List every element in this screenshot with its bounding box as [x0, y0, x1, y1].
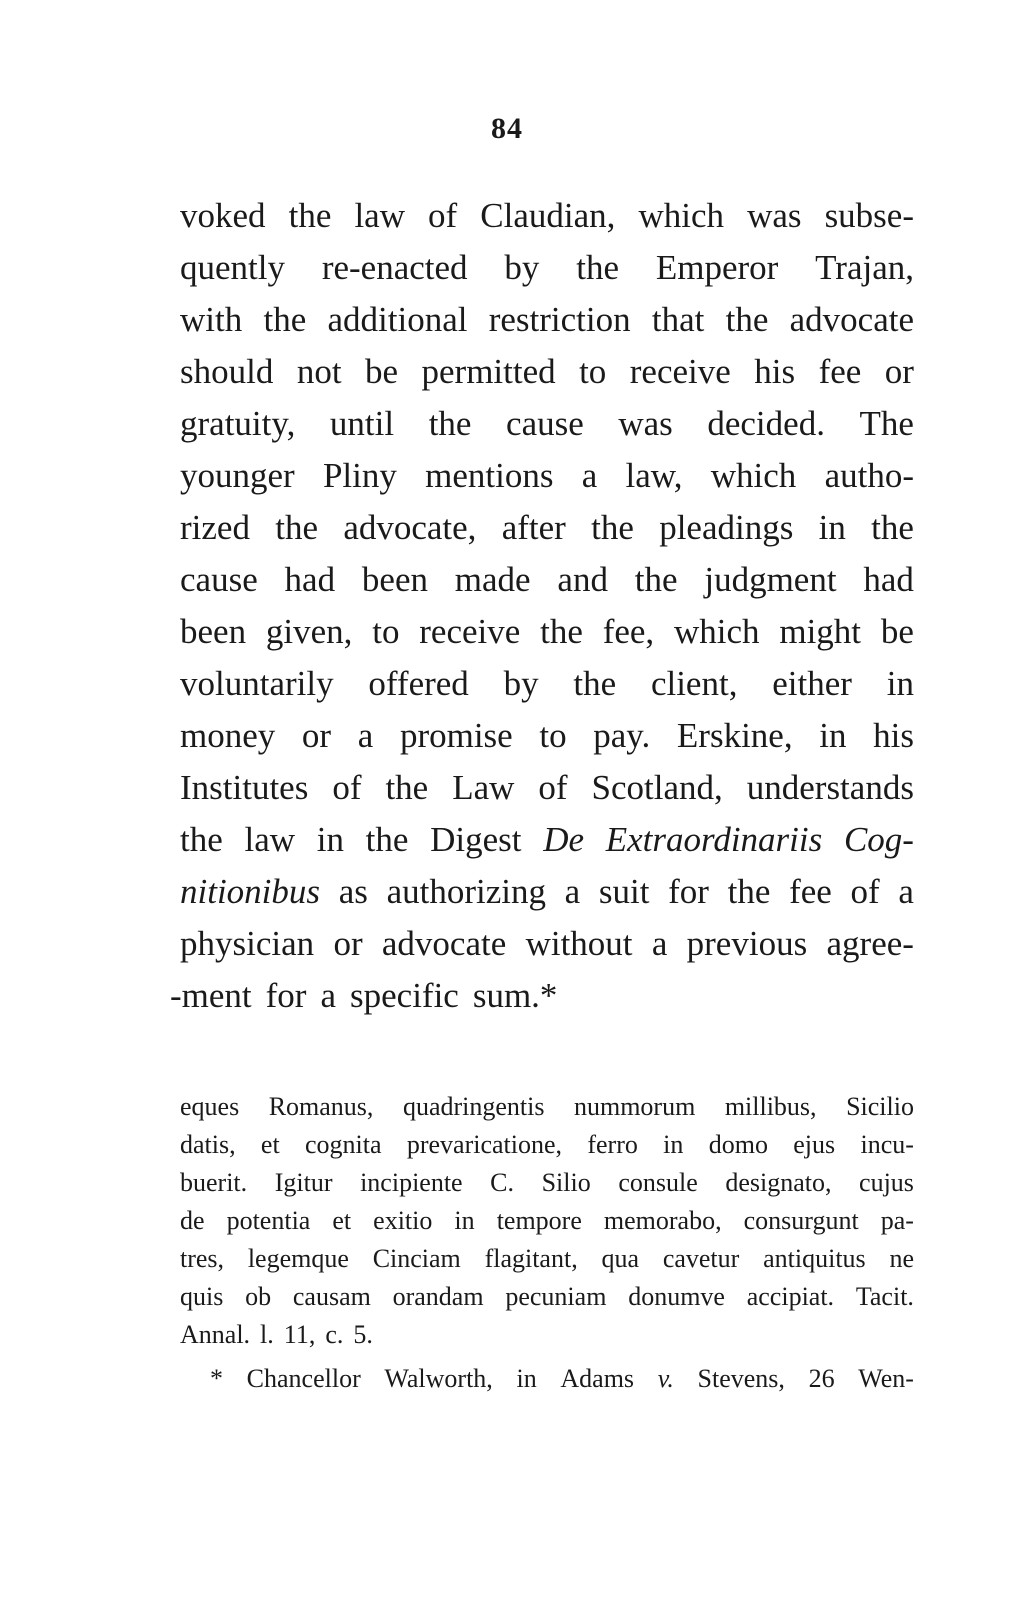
word: the	[275, 508, 319, 547]
text-line	[180, 762, 914, 814]
word: authorizing	[386, 872, 546, 911]
word: Institutes	[180, 768, 309, 807]
word: et	[332, 1206, 352, 1235]
word: legemque	[247, 1244, 349, 1273]
word: for	[668, 872, 709, 911]
word: be	[880, 612, 914, 651]
word: gratuity,	[180, 404, 296, 443]
word: to	[372, 612, 400, 651]
word: fee	[789, 872, 832, 911]
word: consule	[618, 1168, 698, 1197]
word: which	[638, 196, 724, 235]
footnote-line	[180, 1240, 914, 1278]
word: after	[501, 508, 566, 547]
word: c.	[325, 1320, 344, 1349]
word: datis,	[180, 1130, 236, 1159]
text-line	[170, 970, 914, 1022]
word: quadringentis	[402, 1092, 545, 1121]
word: Adams	[560, 1364, 635, 1393]
word: the	[263, 300, 307, 339]
word: quently	[180, 248, 285, 287]
word: of	[850, 872, 880, 911]
footnote-line	[180, 1278, 914, 1316]
word: tempore	[496, 1206, 582, 1235]
word: Chancellor	[246, 1364, 361, 1393]
word: the	[576, 248, 619, 287]
word: Tacit.	[855, 1282, 914, 1311]
text-line	[180, 190, 914, 242]
word: Claudian,	[480, 196, 616, 235]
word: Igitur	[274, 1168, 333, 1197]
word: Cinciam	[372, 1244, 461, 1273]
word: was	[747, 196, 802, 235]
word: buerit.	[180, 1168, 248, 1197]
word: law	[354, 196, 405, 235]
text-line	[180, 866, 914, 918]
word: mentions	[425, 456, 554, 495]
word: Emperor	[655, 248, 779, 287]
word: cause	[180, 560, 258, 599]
word: orandam	[392, 1282, 484, 1311]
word: ob	[245, 1282, 272, 1311]
word: had	[284, 560, 336, 599]
italic-title-word: De	[543, 820, 585, 859]
word: or	[333, 924, 363, 963]
word: in	[516, 1364, 537, 1393]
word: promise	[399, 716, 513, 755]
word: given,	[265, 612, 353, 651]
word: de	[180, 1206, 205, 1235]
text-line	[180, 710, 914, 762]
text-line	[180, 398, 914, 450]
word: pa-	[880, 1206, 914, 1235]
word: the	[727, 872, 771, 911]
word: of	[428, 196, 458, 235]
word: Erskine,	[676, 716, 793, 755]
word: accipiat.	[746, 1282, 835, 1311]
word: until	[329, 404, 395, 443]
word: his	[754, 352, 796, 391]
word: 26	[808, 1364, 835, 1393]
word: without	[525, 924, 633, 963]
word: in	[819, 716, 847, 755]
word: offered	[368, 664, 469, 703]
word: flagitant,	[484, 1244, 578, 1273]
footnote-line	[180, 1316, 914, 1354]
word: the	[540, 612, 583, 651]
word: a	[357, 716, 374, 755]
word: should	[180, 352, 274, 391]
word: Scotland,	[591, 768, 723, 807]
word: agree-	[826, 924, 914, 963]
word: the	[591, 508, 634, 547]
word: to	[539, 716, 567, 755]
word: antiquitus	[763, 1244, 866, 1273]
text-line	[180, 814, 914, 866]
footnotes	[180, 1088, 914, 1398]
word: ejus	[793, 1130, 836, 1159]
word: pleadings	[659, 508, 794, 547]
word: *	[210, 1364, 223, 1393]
word: advocate,	[343, 508, 477, 547]
word: client,	[650, 664, 738, 703]
word: a	[564, 872, 581, 911]
word: ferro	[587, 1130, 638, 1159]
word: younger	[180, 456, 295, 495]
word: cujus	[859, 1168, 914, 1197]
word: made	[454, 560, 531, 599]
word: incu-	[860, 1130, 914, 1159]
word: as	[338, 872, 368, 911]
word: fee	[818, 352, 862, 391]
word: receive	[629, 352, 731, 391]
word: cognita	[305, 1130, 382, 1159]
footnote-line	[180, 1164, 914, 1202]
word: in	[818, 508, 846, 547]
word: -ment	[170, 976, 252, 1015]
text-line	[180, 346, 914, 398]
word: Wen-	[858, 1364, 914, 1393]
word: 5.	[353, 1320, 373, 1349]
word: in	[316, 820, 344, 859]
word: subse-	[824, 196, 914, 235]
word: voluntarily	[180, 664, 334, 703]
word: the	[573, 664, 617, 703]
word: law	[244, 820, 296, 859]
word: Stevens,	[697, 1364, 785, 1393]
word: Walworth,	[384, 1364, 493, 1393]
word: cavetur	[662, 1244, 740, 1273]
word: advocate	[789, 300, 914, 339]
word: specific	[350, 976, 459, 1015]
word: ne	[889, 1244, 914, 1273]
word: the	[634, 560, 678, 599]
word: restriction	[488, 300, 631, 339]
word: the	[180, 820, 223, 859]
word: law,	[625, 456, 683, 495]
word: re-enacted	[321, 248, 468, 287]
word: judgment	[704, 560, 837, 599]
text-line	[180, 658, 914, 710]
word: et	[260, 1130, 280, 1159]
footnote-line	[180, 1126, 914, 1164]
text-line	[180, 242, 914, 294]
word: a	[898, 872, 914, 911]
word: which	[673, 612, 760, 651]
word: not	[296, 352, 342, 391]
word: for	[265, 976, 307, 1015]
word: donumve	[628, 1282, 725, 1311]
word: decided.	[707, 404, 825, 443]
word: designato,	[725, 1168, 832, 1197]
word: the	[871, 508, 914, 547]
text-line	[180, 294, 914, 346]
word: Romanus,	[268, 1092, 374, 1121]
word: by	[504, 248, 540, 287]
word: understands	[746, 768, 914, 807]
word: by	[503, 664, 539, 703]
word: in	[886, 664, 914, 703]
word: which	[710, 456, 797, 495]
text-line	[180, 918, 914, 970]
word: previous	[686, 924, 808, 963]
word: the	[385, 768, 429, 807]
page-number: 84	[491, 112, 523, 145]
word: in	[454, 1206, 475, 1235]
text-line	[180, 450, 914, 502]
italic-title-word: nitionibus	[180, 872, 321, 911]
italic-title-word: Extraordinariis	[605, 820, 823, 859]
word: Law	[452, 768, 515, 807]
word: cause	[506, 404, 584, 443]
word: pay.	[593, 716, 651, 755]
word: a	[581, 456, 598, 495]
word: advocate	[381, 924, 507, 963]
word: the	[725, 300, 769, 339]
word: or	[301, 716, 332, 755]
word: or	[884, 352, 914, 391]
word: The	[859, 404, 914, 443]
word: the	[365, 820, 409, 859]
word: prevaricatione,	[406, 1130, 563, 1159]
word: to	[579, 352, 607, 391]
word: incipiente	[360, 1168, 463, 1197]
word: millibus,	[724, 1092, 817, 1121]
footnote-line	[180, 1202, 914, 1240]
word: Trajan,	[815, 248, 914, 287]
word: and	[557, 560, 608, 599]
word: with	[180, 300, 243, 339]
word: been	[361, 560, 428, 599]
word: of	[538, 768, 568, 807]
word: suit	[598, 872, 650, 911]
word: nummorum	[573, 1092, 696, 1121]
text-line	[180, 606, 914, 658]
text-line	[180, 502, 914, 554]
word: been	[180, 612, 247, 651]
word: pecuniam	[505, 1282, 607, 1311]
word: sum.*	[472, 976, 558, 1015]
word: memorabo,	[603, 1206, 722, 1235]
word: receive	[419, 612, 521, 651]
word: physician	[180, 924, 315, 963]
word: tres,	[180, 1244, 225, 1273]
word: quis	[180, 1282, 224, 1311]
word: C.	[490, 1168, 515, 1197]
word: Annal.	[180, 1320, 251, 1349]
word: might	[779, 612, 862, 651]
word: autho-	[824, 456, 914, 495]
word: voked	[180, 196, 266, 235]
word: the	[288, 196, 332, 235]
word: potentia	[226, 1206, 311, 1235]
word: a	[651, 924, 668, 963]
word: permitted	[421, 352, 556, 391]
word: that	[651, 300, 705, 339]
main-body-text	[170, 190, 914, 1022]
word: the	[428, 404, 472, 443]
word: be	[365, 352, 399, 391]
word: domo	[708, 1130, 768, 1159]
word: Sicilio	[846, 1092, 914, 1121]
footnote-line-second-note	[180, 1360, 914, 1398]
word: additional	[327, 300, 468, 339]
word: either	[772, 664, 852, 703]
word: in	[663, 1130, 684, 1159]
word: rized	[180, 508, 250, 547]
word: qua	[601, 1244, 640, 1273]
word: Silio	[541, 1168, 591, 1197]
footnote-line	[180, 1088, 914, 1126]
text-line	[180, 554, 914, 606]
word: v.	[657, 1364, 674, 1393]
word: causam	[292, 1282, 371, 1311]
word: money	[180, 716, 276, 755]
word: exitio	[373, 1206, 433, 1235]
word: eques	[180, 1092, 240, 1121]
word: of	[332, 768, 362, 807]
word: Digest	[430, 820, 522, 859]
word: l.	[260, 1320, 274, 1349]
italic-title-word: Cog-	[843, 820, 914, 859]
word: had	[863, 560, 914, 599]
word: a	[320, 976, 336, 1015]
word: Pliny	[322, 456, 397, 495]
word: 11,	[283, 1320, 316, 1349]
word: was	[618, 404, 673, 443]
word: fee,	[602, 612, 655, 651]
word: his	[873, 716, 914, 755]
word: consurgunt	[743, 1206, 859, 1235]
